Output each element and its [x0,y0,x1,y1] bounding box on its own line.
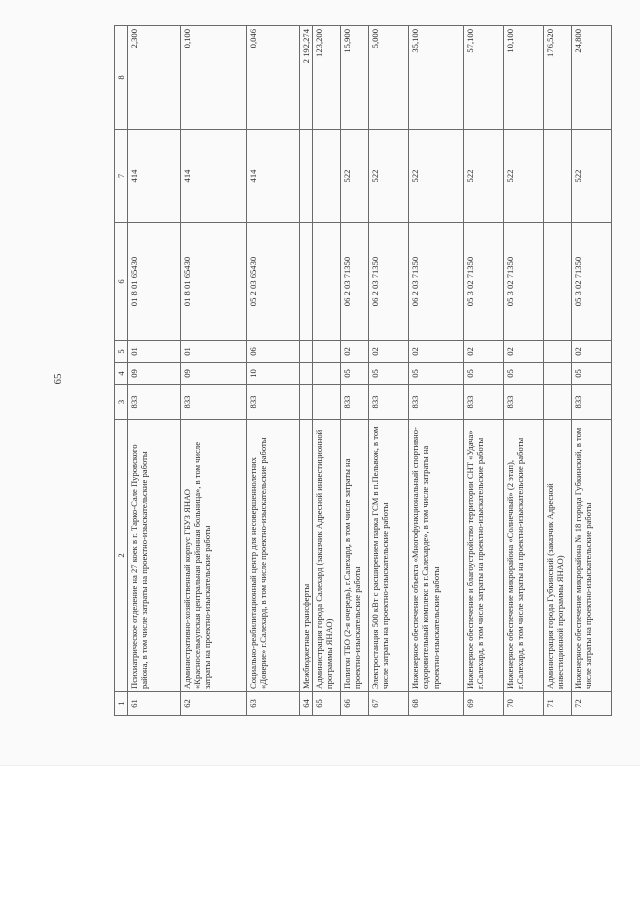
cell-col-7: 414 [181,130,247,223]
row-name: Инженерное обеспечение и благоустройство территории СНТ «Удача» г.Салехард, в том числе затраты на проектно-изыскательские работы [464,420,504,692]
cell-col-4: 10 [247,363,300,385]
cell-col-3: 833 [247,385,300,420]
table-row [409,26,464,716]
cell-col-4: 05 [341,363,369,385]
cell-col-8: 0,100 [181,26,247,130]
header-col-1: 1 [115,692,128,716]
cell-col-3 [300,385,313,420]
row-number: 67 [369,692,409,716]
row-name: Административно-хозяйственный корпус ГБУЗ ЯНАО «Красноселькупская центральная районная больница», в том числе затраты на проектно-изыскательские работы [181,420,247,692]
cell-col-4 [300,363,313,385]
row-name: Инженерное обеспечение микрорайона «Солнечный» (2 этап), г.Салехард, в том числе затраты на проектно-изыскательские работы [504,420,544,692]
cell-col-3: 833 [341,385,369,420]
row-name: Полигон ТБО (2-я очередь), г.Салехард, в том числе затраты на проектно-изыскательские работы [341,420,369,692]
cell-col-3: 833 [369,385,409,420]
row-name: Администрация города Губкинский (заказчик Адресной инвестиционной программы ЯНАО) [544,420,572,692]
cell-col-4: 09 [181,363,247,385]
cell-col-4: 05 [572,363,612,385]
cell-col-6 [544,223,572,341]
header-col-6: 6 [115,223,128,341]
table-row [464,26,504,716]
cell-col-4: 05 [464,363,504,385]
row-name: Социально-реабилитационный центр для несовершеннолетних «Доверие» г.Салехард, в том числе проектно-изыскательские работы [247,420,300,692]
cell-col-7: 522 [464,130,504,223]
appropriations-table [114,25,612,716]
cell-col-7: 522 [504,130,544,223]
row-name: Инженерное обеспечение объекта «Многофункциональный спортивно-оздоровительный комплекс в г.Салехарде», в том числе затраты на проектно-изыскательские работы [409,420,464,692]
cell-col-8: 24,800 [572,26,612,130]
cell-col-5 [544,341,572,363]
cell-col-4: 05 [409,363,464,385]
row-number: 61 [128,692,181,716]
row-number: 70 [504,692,544,716]
cell-col-4: 05 [369,363,409,385]
cell-col-7: 522 [409,130,464,223]
cell-col-3 [313,385,341,420]
cell-col-8: 2,300 [128,26,181,130]
cell-col-3: 833 [464,385,504,420]
cell-col-5: 02 [504,341,544,363]
row-name: Администрация города Салехард (заказчик Адресной инвестиционной программы ЯНАО) [313,420,341,692]
cell-col-3: 833 [128,385,181,420]
cell-col-8: 176,520 [544,26,572,130]
cell-col-8: 2 192,274 [300,26,313,130]
row-number: 69 [464,692,504,716]
cell-col-8: 15,900 [341,26,369,130]
row-number: 63 [247,692,300,716]
cell-col-6: 05 3 02 71350 [572,223,612,341]
cell-col-5: 01 [181,341,247,363]
cell-col-5 [300,341,313,363]
row-name: Электростанция 500 кВт с расширением парка ГСМ в п.Пельвож, в том числе затраты на проектно-изыскательские работы [369,420,409,692]
table-row [572,26,612,716]
cell-col-5: 06 [247,341,300,363]
row-number: 64 [300,692,313,716]
table-row [247,26,300,716]
cell-col-6: 05 2 03 65430 [247,223,300,341]
row-name: Психиатрическое отделение на 27 коек в г. Тарко-Сале Пуровского района, в том числе затраты на проектно-изыскательские работы [128,420,181,692]
cell-col-8: 35,100 [409,26,464,130]
header-row [115,26,128,716]
row-number: 65 [313,692,341,716]
cell-col-6 [313,223,341,341]
cell-col-7 [544,130,572,223]
cell-col-7: 414 [128,130,181,223]
cell-col-7 [300,130,313,223]
header-col-4: 4 [115,363,128,385]
cell-col-5: 01 [128,341,181,363]
cell-col-6: 05 3 02 71350 [464,223,504,341]
cell-col-5 [313,341,341,363]
cell-col-4 [544,363,572,385]
cell-col-7: 522 [572,130,612,223]
cell-col-4: 09 [128,363,181,385]
row-number: 71 [544,692,572,716]
cell-col-7: 522 [341,130,369,223]
cell-col-5: 02 [572,341,612,363]
row-name: Инженерное обеспечение микрорайона № 18 города Губкинский, в том числе затраты на проектно-изыскательские работы [572,420,612,692]
page-number: 65 [52,373,64,385]
table-row [128,26,181,716]
table-row [313,26,341,716]
cell-col-6: 01 8 01 65430 [128,223,181,341]
cell-col-6: 06 2 03 71350 [409,223,464,341]
header-col-3: 3 [115,385,128,420]
cell-col-3: 833 [181,385,247,420]
cell-col-3: 833 [504,385,544,420]
cell-col-8: 123,200 [313,26,341,130]
row-number: 72 [572,692,612,716]
cell-col-6: 05 3 02 71350 [504,223,544,341]
cell-col-3 [544,385,572,420]
cell-col-5: 02 [409,341,464,363]
cell-col-6: 06 2 03 71350 [341,223,369,341]
cell-col-6: 01 8 01 65430 [181,223,247,341]
cell-col-8: 57,100 [464,26,504,130]
header-col-8: 8 [115,26,128,130]
row-number: 68 [409,692,464,716]
table-row [544,26,572,716]
cell-col-5: 02 [341,341,369,363]
cell-col-3: 833 [572,385,612,420]
cell-col-5: 02 [369,341,409,363]
header-col-2: 2 [115,420,128,692]
table-row [504,26,544,716]
cell-col-7 [313,130,341,223]
rotated-table-container [114,26,614,716]
cell-col-4 [313,363,341,385]
cell-col-7: 414 [247,130,300,223]
cell-col-5: 02 [464,341,504,363]
header-col-7: 7 [115,130,128,223]
cell-col-3: 833 [409,385,464,420]
row-number: 66 [341,692,369,716]
cell-col-6: 06 2 03 71350 [369,223,409,341]
cell-col-6 [300,223,313,341]
cell-col-8: 5,000 [369,26,409,130]
cell-col-7: 522 [369,130,409,223]
table-row [181,26,247,716]
table-row [341,26,369,716]
row-name: Межбюджетные трансферты [300,420,313,692]
table-row [300,26,313,716]
table-row [369,26,409,716]
cell-col-4: 05 [504,363,544,385]
cell-col-8: 10,100 [504,26,544,130]
header-col-5: 5 [115,341,128,363]
cell-col-8: 0,046 [247,26,300,130]
row-number: 62 [181,692,247,716]
